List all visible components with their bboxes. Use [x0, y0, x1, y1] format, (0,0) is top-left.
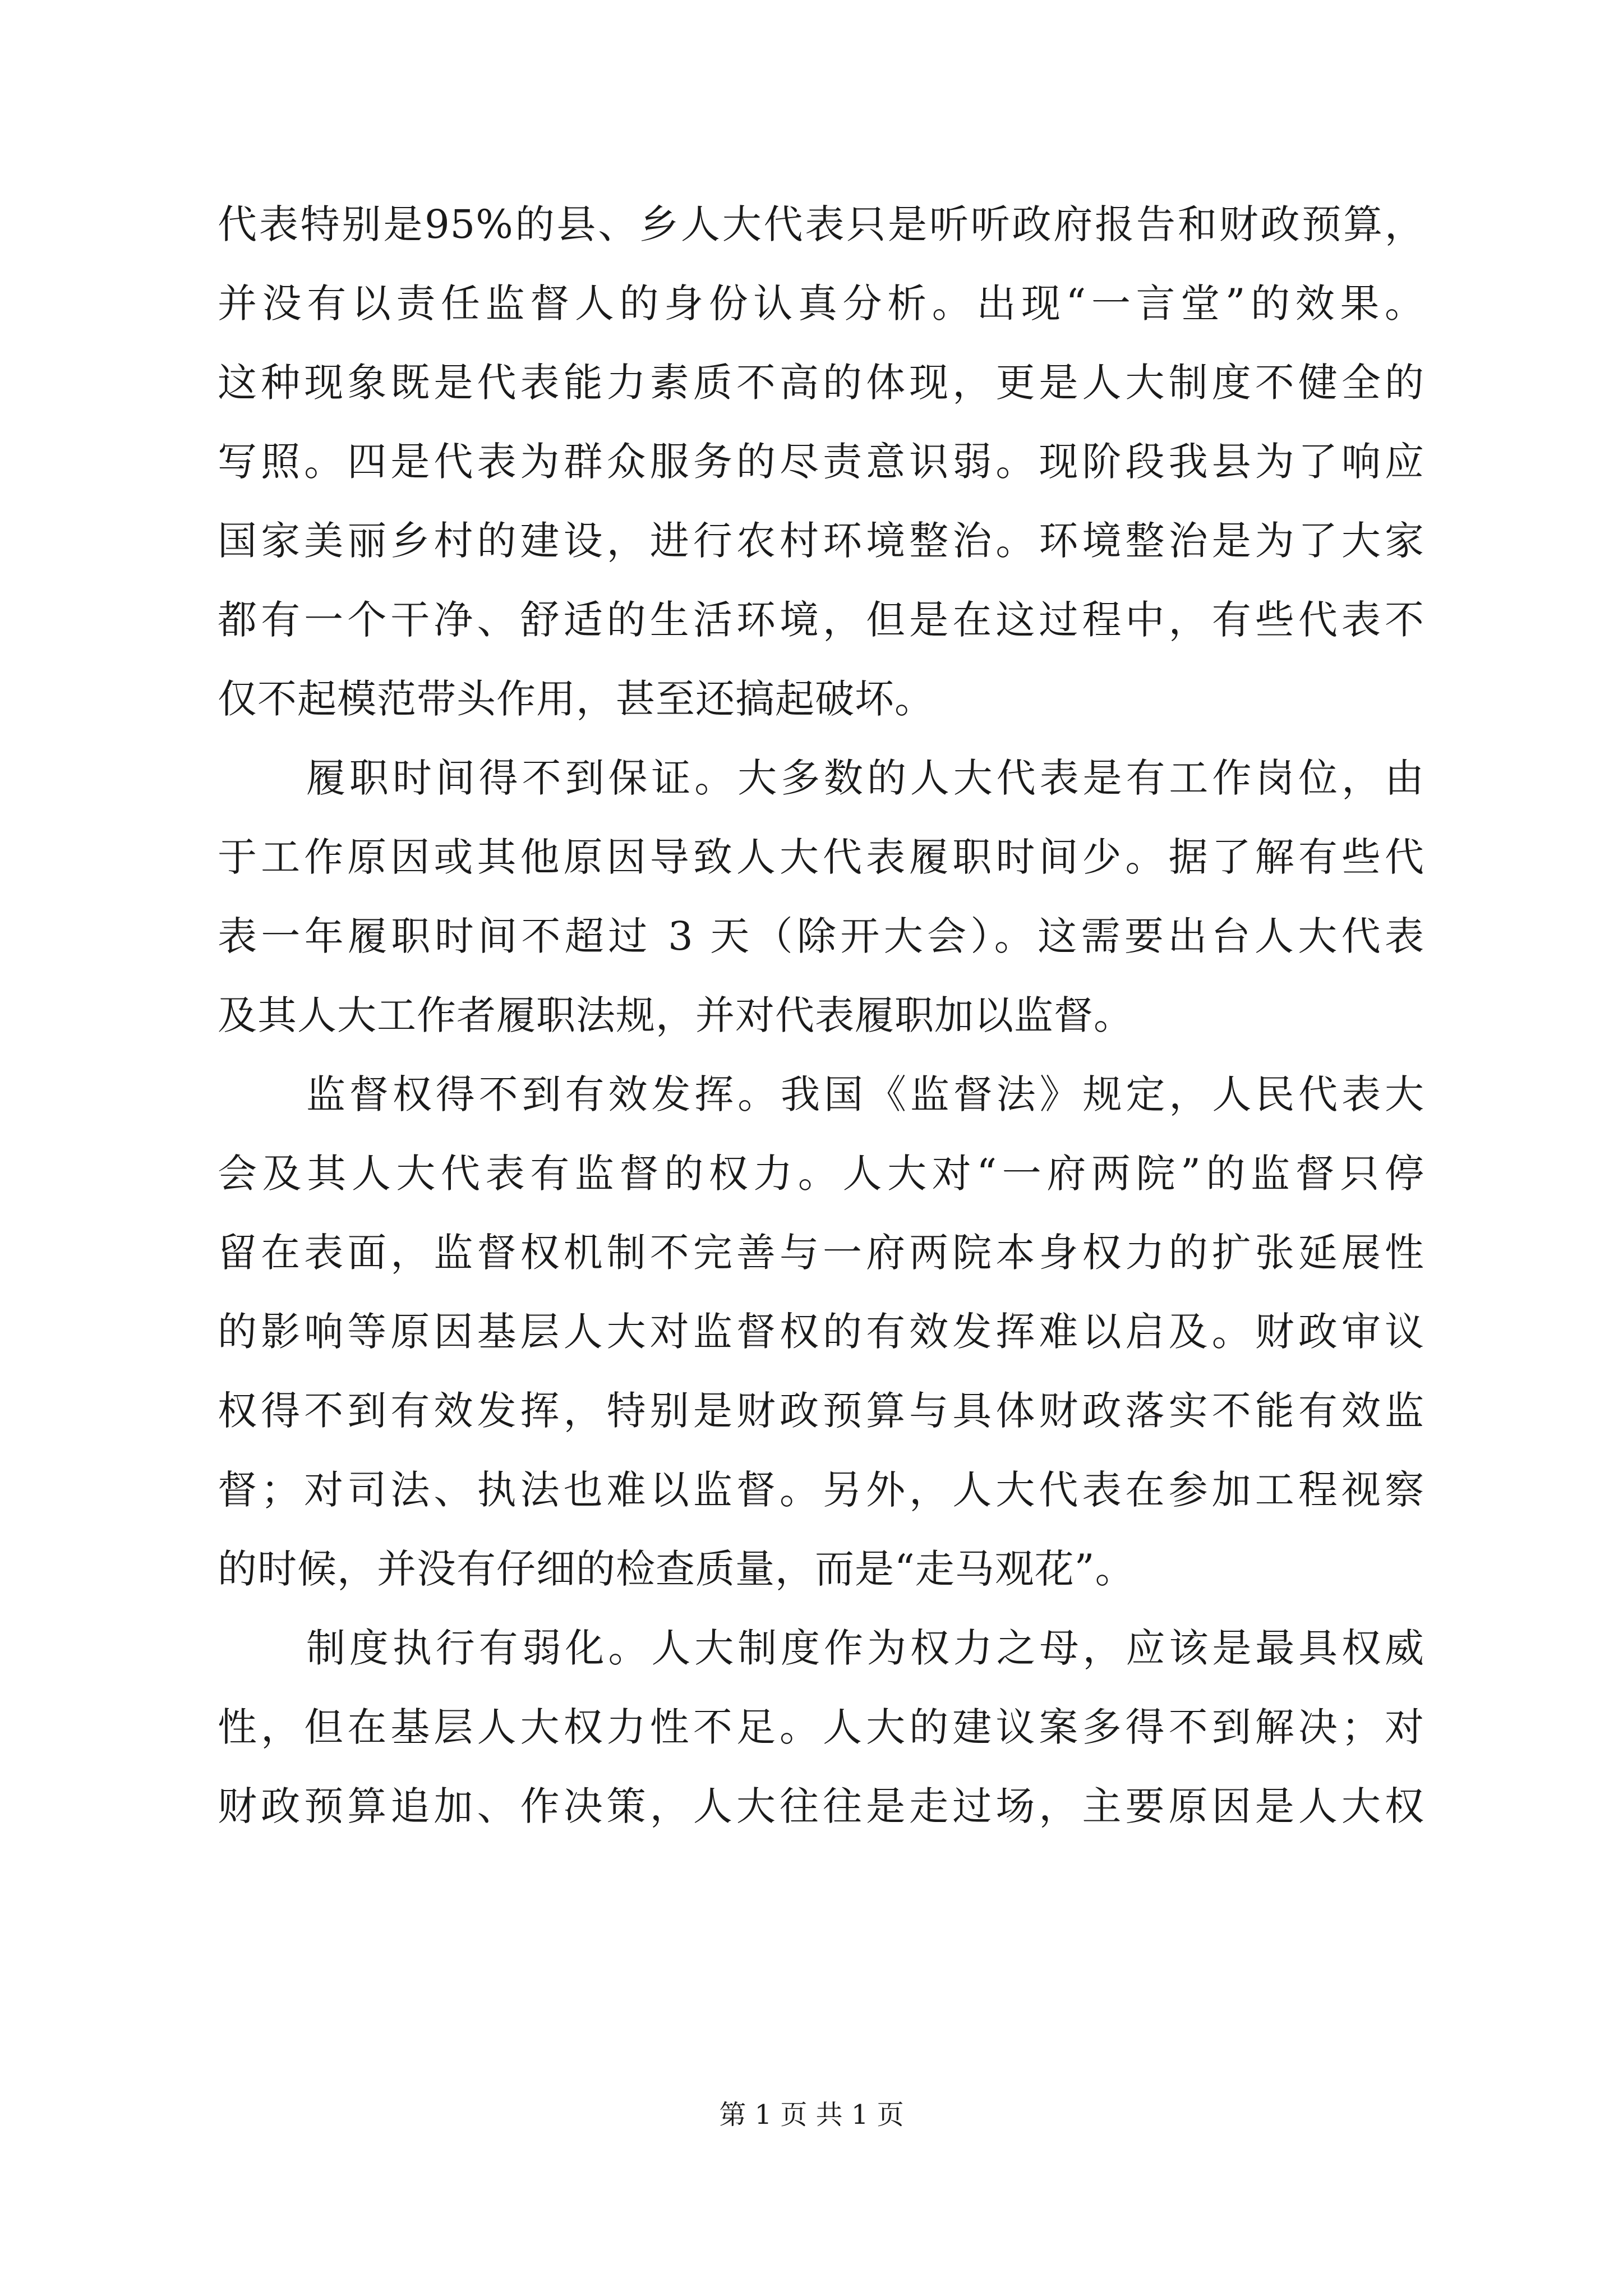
- paragraph-1: [218, 185, 1424, 739]
- text-line: 及其人大工作者履职法规，并对代表履职加以监督。: [218, 992, 1133, 1038]
- text-line: 制度执行有弱化。人大制度作为权力之母，应该是最具权威: [306, 1625, 1424, 1671]
- text-line: 写照。四是代表为群众服务的尽责意识弱。现阶段我县为了响应: [218, 439, 1424, 485]
- text-line: 会及其人大代表有监督的权力。人大对“一府两院”的监督只停: [218, 1151, 1424, 1197]
- text-line: 表一年履职时间不超过 3 天（除开大会）。这需要出台人大代表: [218, 913, 1424, 959]
- text-line: 这种现象既是代表能力素质不高的体现，更是人大制度不健全的: [218, 360, 1424, 406]
- text-line: 仅不起模范带头作用，甚至还搞起破坏。: [218, 676, 934, 722]
- text-line: 的影响等原因基层人大对监督权的有效发挥难以启及。财政审议: [218, 1309, 1424, 1355]
- paragraph-2: [218, 739, 1424, 1055]
- text-line: 财政预算追加、作决策，人大往往是走过场，主要原因是人大权: [218, 1783, 1424, 1829]
- text-line: 于工作原因或其他原因导致人大代表履职时间少。据了解有些代: [218, 834, 1424, 880]
- page-footer: 第 1 页 共 1 页: [719, 2099, 904, 2131]
- text-line: 权得不到有效发挥，特别是财政预算与具体财政落实不能有效监: [218, 1388, 1424, 1434]
- text-line: 都有一个干净、舒适的生活环境，但是在这过程中，有些代表不: [218, 597, 1424, 643]
- text-line: 的时候，并没有仔细的检查质量，而是“走马观花”。: [218, 1546, 1135, 1592]
- text-line: 代表特别是95%的县、乡人大代表只是听听政府报告和财政预算，: [218, 201, 1424, 247]
- text-line: 留在表面，监督权机制不完善与一府两院本身权力的扩张延展性: [218, 1230, 1424, 1276]
- paragraph-4: [218, 1609, 1424, 1846]
- paragraph-3: [218, 1055, 1424, 1609]
- text-line: 性，但在基层人大权力性不足。人大的建议案多得不到解决；对: [218, 1704, 1424, 1750]
- text-line: 督；对司法、执法也难以监督。另外，人大代表在参加工程视察: [218, 1467, 1424, 1513]
- text-line: 监督权得不到有效发挥。我国《监督法》规定，人民代表大: [306, 1071, 1424, 1117]
- text-line: 履职时间得不到保证。大多数的人大代表是有工作岗位，由: [306, 755, 1424, 801]
- text-line: 国家美丽乡村的建设，进行农村环境整治。环境整治是为了大家: [218, 518, 1424, 564]
- document-body: [218, 185, 1424, 1846]
- text-line: 并没有以责任监督人的身份认真分析。出现“一言堂”的效果。: [218, 280, 1424, 326]
